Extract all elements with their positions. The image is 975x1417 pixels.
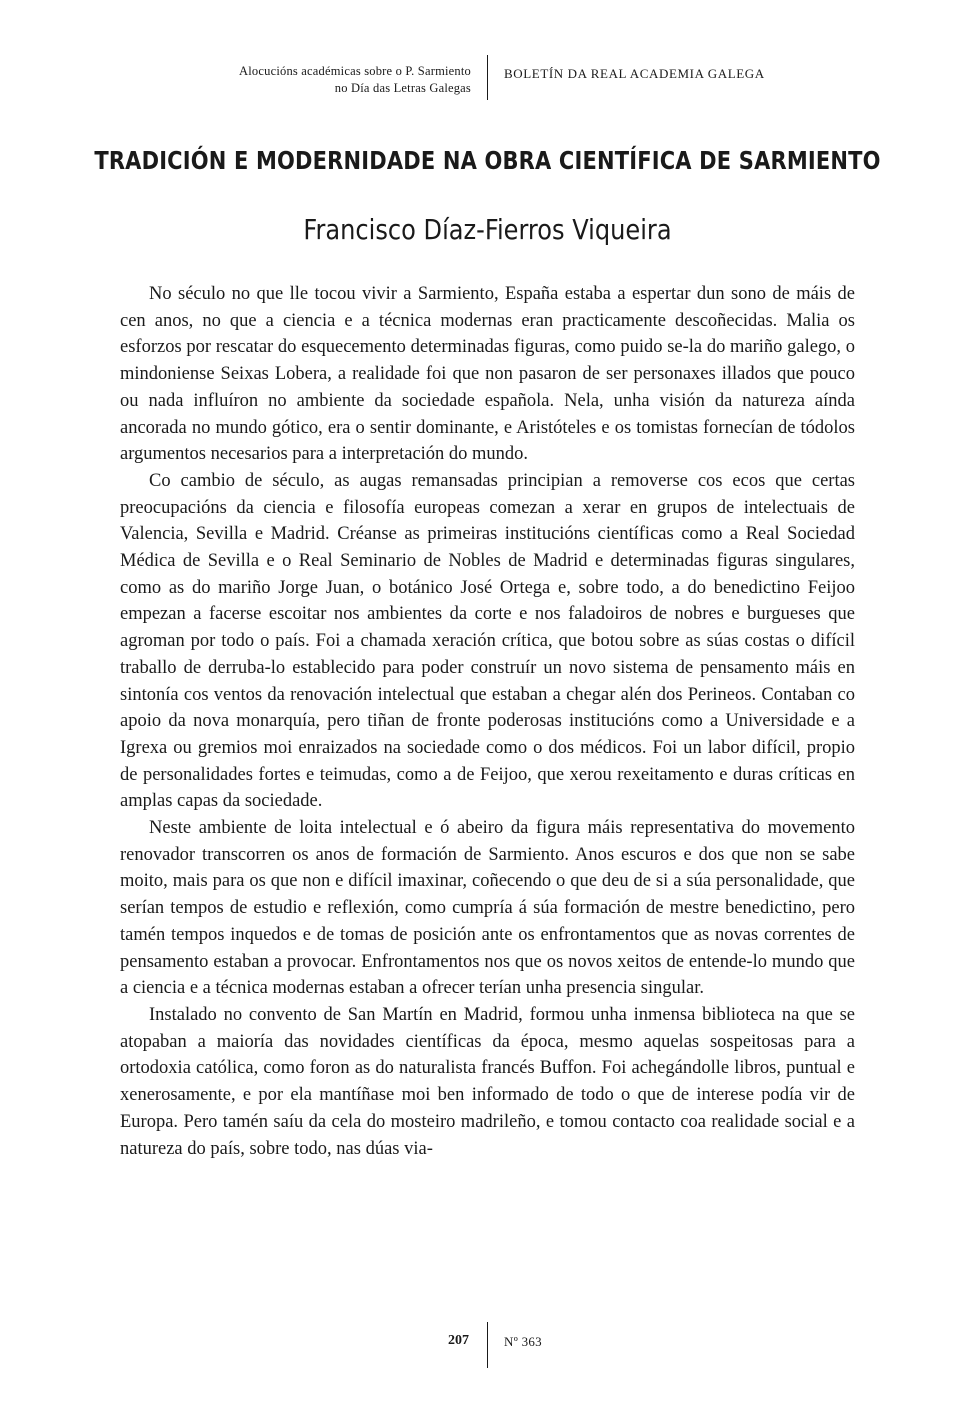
running-head-line-1: Alocucións académicas sobre o P. Sarmiento <box>239 64 471 78</box>
article-title: TRADICIÓN E MODERNIDADE NA OBRA CIENTÍFICA DE SARMIENTO <box>94 146 881 175</box>
header-divider <box>487 55 488 100</box>
footer-divider <box>487 1322 488 1368</box>
paragraph: No século no que lle tocou vivir a Sarmiento, España estaba a espertar dun sono de máis de cen anos, no que a ciencia e a técnica modernas eran practicamente descoñecidas. Malia os esforzos por rescatar do esquecemento determinadas figuras, como puido se-la do mariño galego, o mindoniense Seixas Lobera, a realidade foi que non pasaron de ser personaxes illados que pouco ou nada influíron no ambiente da sociedade española. Nela, unha visión da natureza aínda ancorada no mundo gótico, era o sentir dominante, e Aristóteles e os tomistas fornecían de tódolos argumentos necesarios para a interpretación do mundo. <box>120 284 855 465</box>
paragraph: Neste ambiente de loita intelectual e ó abeiro da figura máis representativa do movemento renovador transcorren os anos de formación de Sarmiento. Anos escuros e dos que non se sabe moito, mais para os que non e difícil imaxinar, coñecendo o que deu de si a súa personalidade, que serían tempos de estudio e reflexión, como cumpría á súa formación de mestre benedictino, pero tamén tempos inquedos e de tomas de posición ante os enfrontamentos que as novas correntes de pensamento estaban a provocar. Enfrontamentos nos que os novos xeitos de entende-lo mundo que a ciencia e a técnica modernas estaban a ofrecer terían unha presencia singular. <box>120 818 855 999</box>
running-head-section <box>239 63 471 97</box>
journal-name: BOLETÍN DA REAL ACADEMIA GALEGA <box>504 66 765 81</box>
paragraph: Instalado no convento de San Martín en Madrid, formou unha inmensa biblioteca na que se atopaban a maioría das novidades científicas da época, mesmo aquelas sospeitosas para a ortodoxia católica, como foron as do naturalista francés Buffon. Foi achegándolle libros, puntual e xenerosamente, e por ela mantíñase moi ben informado de todo o que de interese podía vir de Europa. Pero tamén saíu da cela do mosteiro madrileño, e tomou contacto coa realidade social e a natureza do país, sobre todo, nas dúas via- <box>120 1004 855 1159</box>
running-head-line-2: no Día das Letras Galegas <box>334 81 471 95</box>
page-number: 207 <box>448 1333 469 1348</box>
issue-number: Nº 363 <box>504 1334 542 1349</box>
article-body <box>120 281 855 1162</box>
article-author: Francisco Díaz-Fierros Viqueira <box>303 213 672 246</box>
paragraph: Co cambio de século, as augas remansadas principian a removerse cos ecos que certas preocupacións da ciencia e filosofía europeas comezan a xerar en grupos de intelectuais de Valencia, Sevilla e Madrid. Créanse as primeiras institucións científicas como a Real Sociedad Médica de Sevilla e o Real Seminario de Nobles de Madrid e determinadas figuras singulares, como as do mariño Jorge Juan, o botánico José Ortega e, sobre todo, a do benedictino Feijoo empezan a facerse escoitar nos ambientes da corte e nos faladoiros de nobres e burgueses que agroman por todo o país. Foi a chamada xeración crítica, que botou sobre as súas costas o difícil traballo de derruba-lo establecido para poder construír un novo sistema de pensamento máis en sintonía cos ventos da renovación intelectual que estaban a chegar alén dos Perineos. Contaban co apoio da nova monarquía, pero tiñan de fronte poderosas institucións como a Universidade e a Igrexa ou gremios moi enraizados na sociedade como o dos médicos. Foi un labor difícil, propio de personalidades fortes e teimudas, como a de Feijoo, que xerou rexeitamento e duras críticas en amplas capas da sociedade. <box>120 470 855 812</box>
